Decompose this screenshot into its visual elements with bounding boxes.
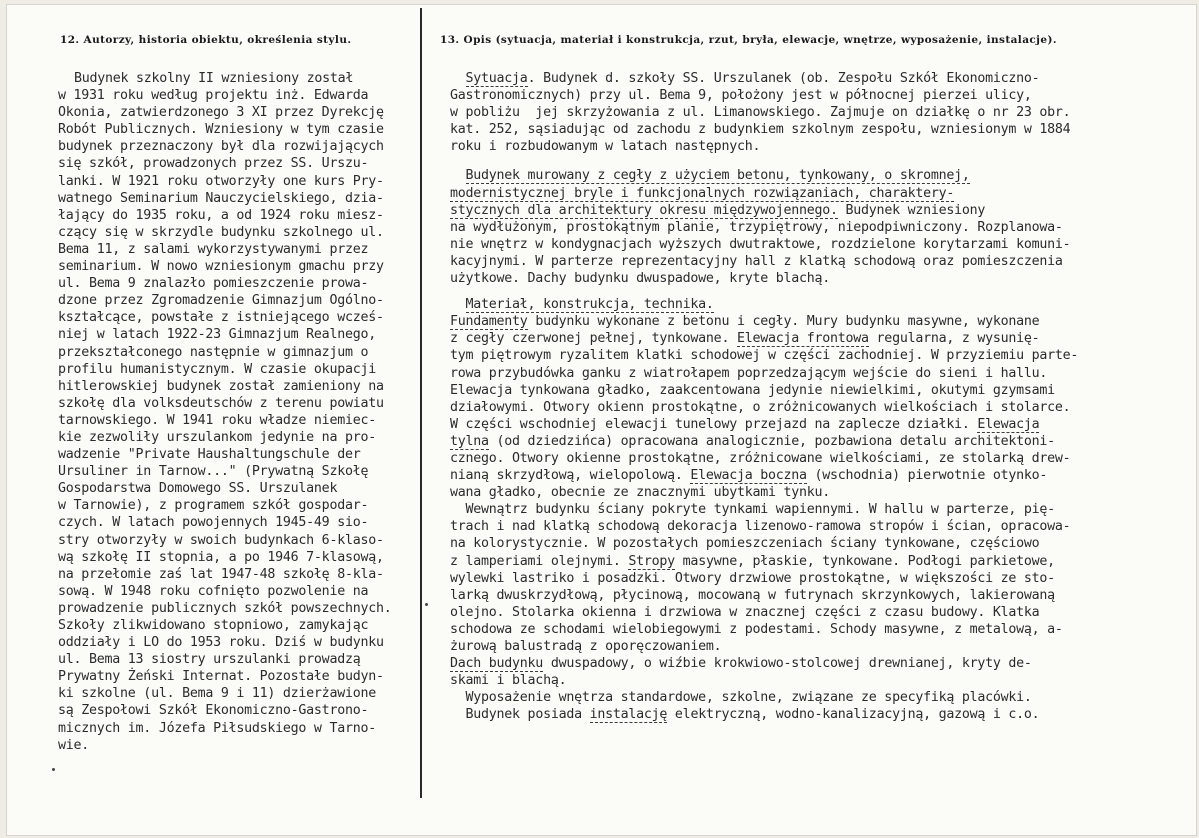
text-line: wana gładko, obecnie ze znacznymi ubytkami tynku.	[450, 485, 831, 501]
text-line: modernistycznej bryle i funkcjonalnych rozwiązaniach, charaktery-	[450, 185, 955, 201]
text-line: stycznych dla architektury okresu międzywojennego. Budynek wzniesiony	[450, 202, 986, 218]
text-line: na przełomie zaś lat 1947-48 szkołę 8-kla-	[58, 566, 384, 582]
text-line: są Zespołowi Szkół Ekonomiczno-Gastrono-	[58, 703, 369, 719]
text-line: tarnowskiego. W 1941 roku władze niemiec-	[58, 412, 376, 428]
text-line: wą szkołę II stopnia, a po 1946 7-klasową,	[58, 549, 384, 565]
text-line: w pobliżu jej skrzyżowania z ul. Limanowskiego. Zajmuje on działkę o nr 23 obr.	[450, 105, 1071, 121]
text-line: seminarium. W nowo wzniesionym gmachu przy	[58, 259, 384, 275]
text-line: łający do 1935 roku, a od 1924 roku miesz-	[58, 207, 384, 223]
ink-speck	[52, 768, 55, 771]
text-line: oddziały i LO do 1953 roku. Dziś w budynku	[58, 635, 384, 651]
text-line: z lamperiami olejnymi. Stropy masywne, płaskie, tynkowane. Podłogi parkietowe,	[450, 553, 1055, 569]
text-line: ki szkolne (ul. Bema 9 i 11) dzierżawione	[58, 686, 376, 702]
paragraph-equipment	[450, 689, 1170, 706]
text-line: szkołę dla volksdeutschów z terenu powiatu	[58, 395, 384, 411]
text-line: cznego. Otwory okienne prostokątne, zróżnicowane wielkościami, ze stolarką drew-	[450, 450, 1071, 466]
text-line: profilu humanistycznym. W czasie okupacji	[58, 361, 376, 377]
text-line: przekształconego następnie w gimnazjum o	[58, 344, 369, 360]
text-line: watnego Seminarium Nauczycielskiego, dzia-	[58, 190, 384, 206]
underlined-term: Sytuacja	[465, 71, 528, 86]
text-line: się szkół, prowadzonych przez SS. Urszu-	[58, 156, 369, 172]
text-line: sową. W 1948 roku cofnięto pozwolenie na	[58, 583, 369, 599]
text-line: wadzenie "Private Haushaltungschule der	[58, 447, 361, 463]
text-line: Dach budynku dwuspadowy, o wiźbie krokwiowo-stolcowej drewnianej, kryty de-	[450, 656, 1032, 672]
text-line: Okonia, zatwierdzonego 3 XI przez Dyrekcję	[58, 105, 384, 121]
text-line: wie.	[58, 737, 90, 753]
paragraph-situation	[450, 70, 1170, 155]
text-line: niej w latach 1922-23 Gimnazjum Realnego,	[58, 327, 376, 343]
text-line: lanki. W 1921 roku otworzyły one kurs Pry-	[58, 173, 384, 189]
text-line: tylna (od dziedzińca) opracowana analogicznie, pozbawiona detalu architektoni-	[450, 433, 1055, 449]
text-line: Budynek szkolny II wzniesiony został	[74, 71, 354, 86]
text-line: żurową balustradą z oporęczowaniem.	[450, 639, 722, 654]
text-line: Elewacja tynkowana gładko, zaakcentowana jedynie niewielkimi, okutymi gzymsami	[450, 382, 1055, 398]
section-heading: Materiał, konstrukcja, technika.	[465, 297, 714, 313]
text-line: schodowa ze schodami wielobiegowymi z podestami. Schody masywne, z metalową, a-	[450, 621, 1063, 637]
paragraph-interior	[450, 501, 1170, 655]
text-line: czych. W latach powojennych 1945-49 sio-	[58, 515, 369, 531]
text-line: skami i blachą.	[450, 673, 567, 689]
text-line: Gastronomicznych) przy ul. Bema 9, położony jest w północnej pierzei ulicy,	[450, 88, 1032, 104]
text-line: kie zezwoliły urszulankom jedynie na pro-	[58, 429, 376, 445]
text-line: Szkoły zlikwidowano stopniowo, zamykając	[58, 618, 369, 633]
text-line: działowymi. Otwory okienn prostokątne, o zróżnicowanych wielkościach i stolarce.	[450, 399, 1071, 415]
paragraph-installations	[450, 706, 1170, 723]
text-line: ul. Bema 13 siostry urszulanki prowadzą	[58, 652, 361, 668]
history-text-column	[58, 70, 430, 754]
text-line: Sytuacja. Budynek d. szkoły SS. Urszulanek (ob. Zespołu Szkół Ekonomiczno-	[465, 71, 1040, 86]
text-line: Budynek posiada instalację elektryczną, wodno-kanalizacyjną, gazową i c.o.	[465, 707, 1040, 723]
section-13-header: 13. Opis (sytuacja, materiał i konstrukcja, rzut, bryła, elewacje, wnętrze, wyposażenie, instalacje).	[440, 34, 1057, 46]
paragraph-building-general	[450, 167, 1170, 287]
paragraph-material-construction	[450, 296, 1170, 501]
text-line: Prywatny Żeński Internat. Pozostałe budyn-	[58, 669, 384, 685]
text-line: Fundamenty budynku wykonane z betonu i cegły. Mury budynku masywne, wykonane	[450, 314, 1040, 330]
ink-speck	[425, 603, 428, 606]
text-line: micznych im. Józefa Piłsudskiego w Tarno-	[58, 720, 376, 736]
text-line: kacyjnymi. W parterze reprezentacyjny hall z klatką schodową oraz pomieszczenia	[450, 253, 1063, 269]
text-line: prowadzenie publicznych szkół powszechnych.	[58, 600, 392, 616]
text-line: Robót Publicznych. Wzniesiony w tym czasie	[58, 122, 384, 138]
text-line: Ursuliner in Tarnow..." (Prywatną Szkołę	[58, 464, 369, 480]
text-line: larką dwuskrzydłową, płycinową, mocowaną w futrynach skrzynkowych, lakierowaną	[450, 587, 1055, 603]
text-line: rowa przybudówka ganku z wiatrołapem poprzedzającym wejście do sieni i hallu.	[450, 365, 1048, 381]
section-12-header: 12. Autorzy, historia obiektu, określenia stylu.	[60, 34, 352, 46]
text-line: czący się w skrzydle budynku szkolnego ul.	[58, 224, 384, 240]
text-line: Wyposażenie wnętrza standardowe, szkolne, związane ze specyfiką placówki.	[465, 690, 1032, 706]
paragraph-roof	[450, 655, 1170, 689]
text-line: wylewki lastriko i posadzki. Otwory drzwiowe prostokątne, w większości ze sto-	[450, 570, 1055, 586]
text-line: na kolorystycznie. W pozostałych pomieszczeniach ściany tynkowane, częściowo	[450, 536, 1040, 552]
text-line: Bema 11, z salami wykorzystywanymi przez	[58, 241, 369, 257]
text-line: hitlerowskiej budynek został zamieniony na	[58, 378, 384, 394]
text-line: Gospodarstwa Domowego SS. Urszulanek	[58, 481, 338, 497]
text-line: na wydłużonym, prostokątnym planie, trzypiętrowy, niepodpiwniczony. Rozplanowa-	[450, 219, 1063, 235]
text-line: kształcące, powstałe z istniejącego wcześ-	[58, 310, 384, 326]
text-line: z cegły czerwonej pełnej, tynkowane. Elewacja frontowa regularna, z wysunię-	[450, 331, 1040, 347]
text-line: roku i rozbudowanym w latach następnych.	[450, 139, 761, 155]
text-line: olejno. Stolarka okienna i drzwiowa w znacznej części z czasu budowy. Klatka	[450, 604, 1040, 620]
text-line: nie wnętrz w kondygnacjach wyższych dwutraktowe, rozdzielone korytarzami komuni-	[450, 236, 1071, 252]
text-line: dzone przez Zgromadzenie Gimnazjum Ogólno-	[58, 293, 384, 309]
text-line: trach i nad klatką schodową dekoracja lizenowo-ramowa stropów i ścian, opracowa-	[450, 519, 1071, 535]
text-line: w Tarnowie), z programem szkół gospodar-	[58, 498, 369, 514]
text-line: nianą skrzydłową, wielopolową. Elewacja boczna (wschodnia) pierwotnie otynko-	[450, 468, 1048, 484]
text-line: ul. Bema 9 znalazło pomieszczenie prowa-	[58, 276, 369, 292]
text-line: tym piętrowym ryzalitem klatki schodowej w części zachodniej. W przyziemiu parte-	[450, 348, 1079, 364]
text-line: Budynek murowany z cegły z użyciem betonu, tynkowany, o skromnej,	[465, 168, 970, 184]
text-line: budynek przeznaczony był dla rozwijających	[58, 139, 384, 155]
text-line: kat. 252, sąsiadując od zachodu z budynkiem szkolnym zespołu, wzniesionym w 1884	[450, 122, 1071, 138]
text-line: użytkowe. Dachy budynku dwuspadowe, kryte blachą.	[450, 271, 831, 287]
text-line: Wewnątrz budynku ściany pokryte tynkami wapiennymi. W hallu w parterze, pię-	[465, 502, 1055, 518]
text-line: w 1931 roku według projektu inż. Edwarda	[58, 88, 369, 104]
text-line: stry otworzyły w swoich budynkach 6-klaso-	[58, 532, 384, 548]
text-line: W części wschodniej elewacji tunelowy przejazd na zaplecze działki. Elewacja	[450, 416, 1040, 432]
description-text-column	[450, 70, 1170, 723]
